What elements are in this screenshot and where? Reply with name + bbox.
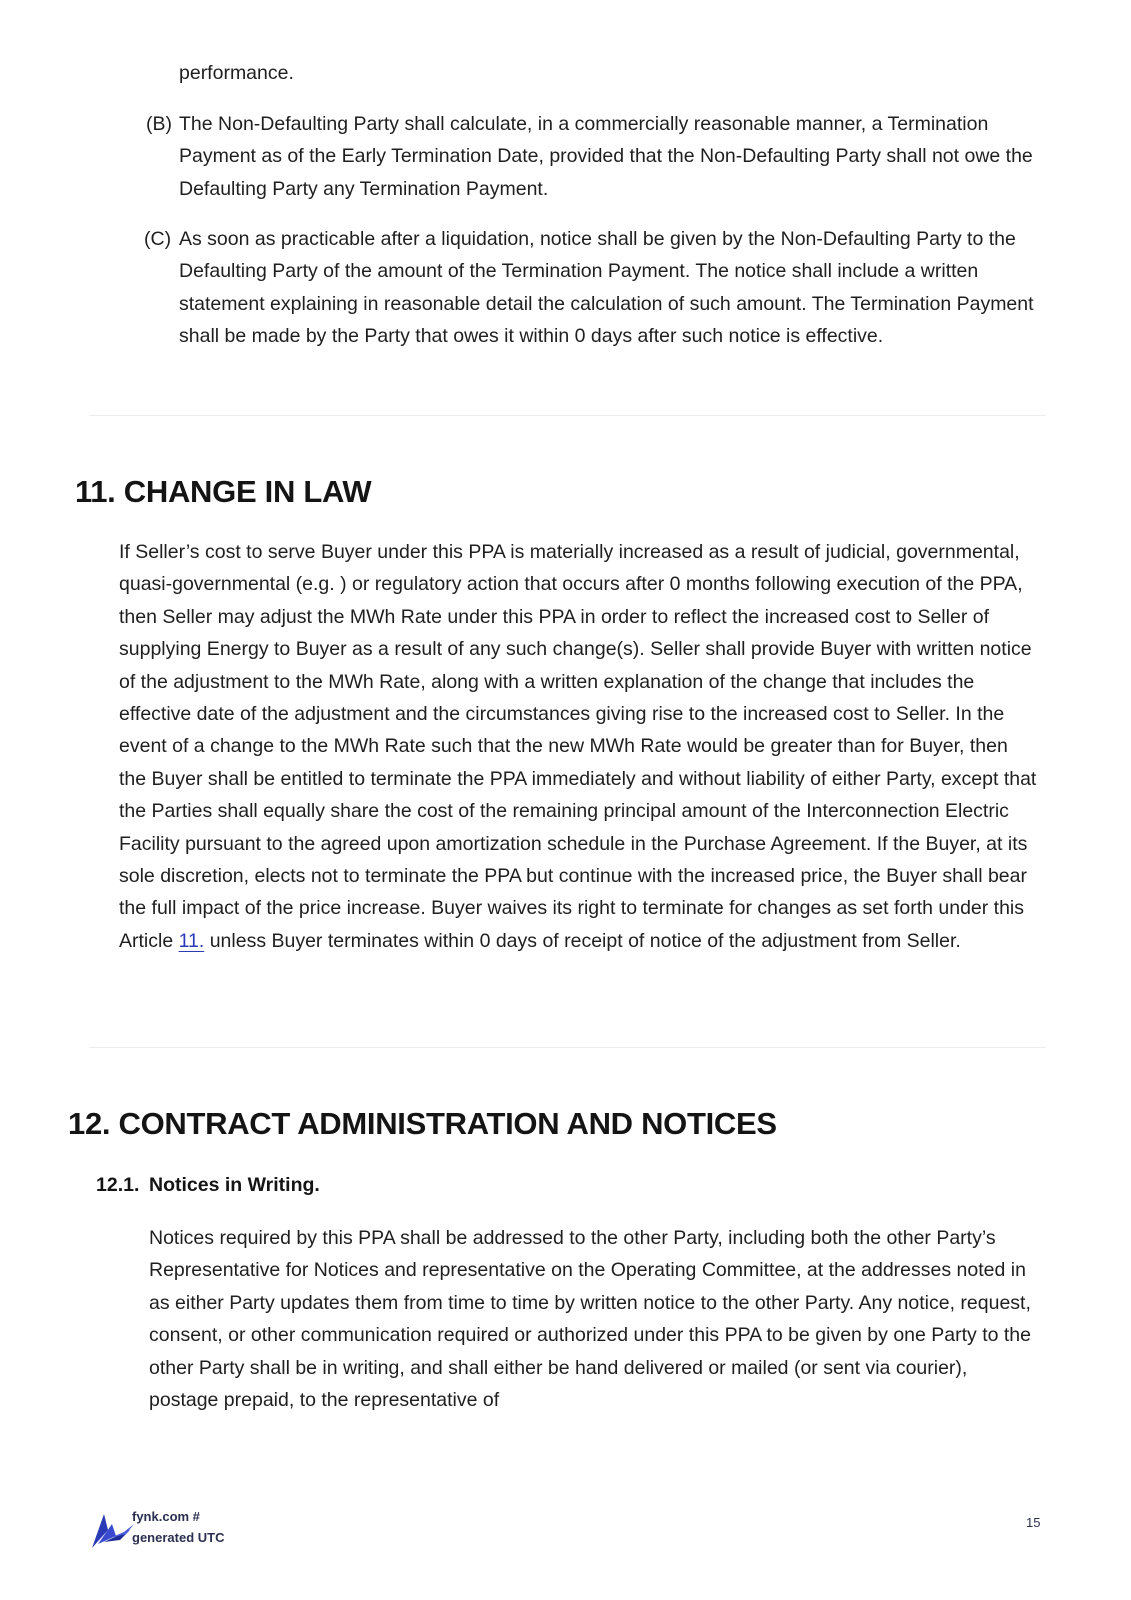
section-11-heading: 11. CHANGE IN LAW [75, 474, 372, 509]
list-item-label-b: (B) [146, 113, 172, 135]
bird-logo-icon [90, 1510, 136, 1550]
footer-site: fynk.com # [132, 1509, 200, 1524]
continuation-text: performance. [179, 62, 294, 84]
section-11-body [119, 536, 1039, 957]
subsection-12-1-number: 12.1. [96, 1174, 140, 1196]
section-divider [89, 1047, 1046, 1048]
list-item-text-b: The Non-Defaulting Party shall calculate, in a commercially reasonable manner, a Termination Payment as of the Early Termination Date, provided that the Non-Defaulting Party shall not owe the Defaulting Party any Termination Payment. [179, 113, 1033, 200]
article-11-link[interactable]: 11. [178, 929, 205, 952]
subsection-12-1-title: Notices in Writing. [149, 1174, 320, 1196]
footer-generated: generated UTC [132, 1530, 225, 1545]
page-number: 15 [1026, 1515, 1041, 1530]
section-12-heading: 12. CONTRACT ADMINISTRATION AND NOTICES [68, 1106, 777, 1141]
section-11-body-text: If Seller’s cost to serve Buyer under this PPA is materially increased as a result of judicial, governmental, quasi-governmental (e.g. ) or regulatory action that occurs after 0 months following execution of the PPA, then Seller may adjust the MWh Rate under this PPA in order to reflect the increased cost to Seller of supplying Energy to Buyer as a result of any such change(s). Seller shall provide Buyer with written notice of the adjustment to the MWh Rate, along with a written explanation of the change that includes the effective date of the adjustment and the circumstances giving rise to the increased cost to Seller. In the event of a change to the MWh Rate such that the new MWh Rate would be greater than for Buyer, then the Buyer shall be entitled to terminate the PPA immediately and without liability of either Party, except that the Parties shall equally share the cost of the remaining principal amount of the Interconnection Electric Facility pursuant to the agreed upon amortization schedule in the Purchase Agreement. If the Buyer, at its sole discretion, elects not to terminate the PPA but continue with the increased price, the Buyer shall bear the full impact of the price increase. Buyer waives its right to terminate for changes as set forth under this Article [119, 541, 1037, 952]
subsection-12-1-body: Notices required by this PPA shall be addressed to the other Party, including both the other Party’s Representative for Notices and representative on the Operating Committee, at the addresses noted in as either Party updates them from time to time by written notice to the other Party. Any notice, request, consent, or other communication required or authorized under this PPA to be given by one Party to the other Party shall be in writing, and shall either be hand delivered or mailed (or sent via courier), postage prepaid, to the representative of [149, 1227, 1031, 1412]
section-divider [89, 415, 1046, 416]
section-11-body-tail: unless Buyer terminates within 0 days of receipt of notice of the adjustment from Seller. [209, 929, 961, 952]
list-item-text-c: As soon as practicable after a liquidation, notice shall be given by the Non-Defaulting Party to the Defaulting Party of the amount of the Termination Payment. The notice shall include a written statement explaining in reasonable detail the calculation of such amount. The Termination Payment shall be made by the Party that owes it within 0 days after such notice is effective. [179, 228, 1034, 348]
list-item-label-c: (C) [144, 228, 172, 250]
